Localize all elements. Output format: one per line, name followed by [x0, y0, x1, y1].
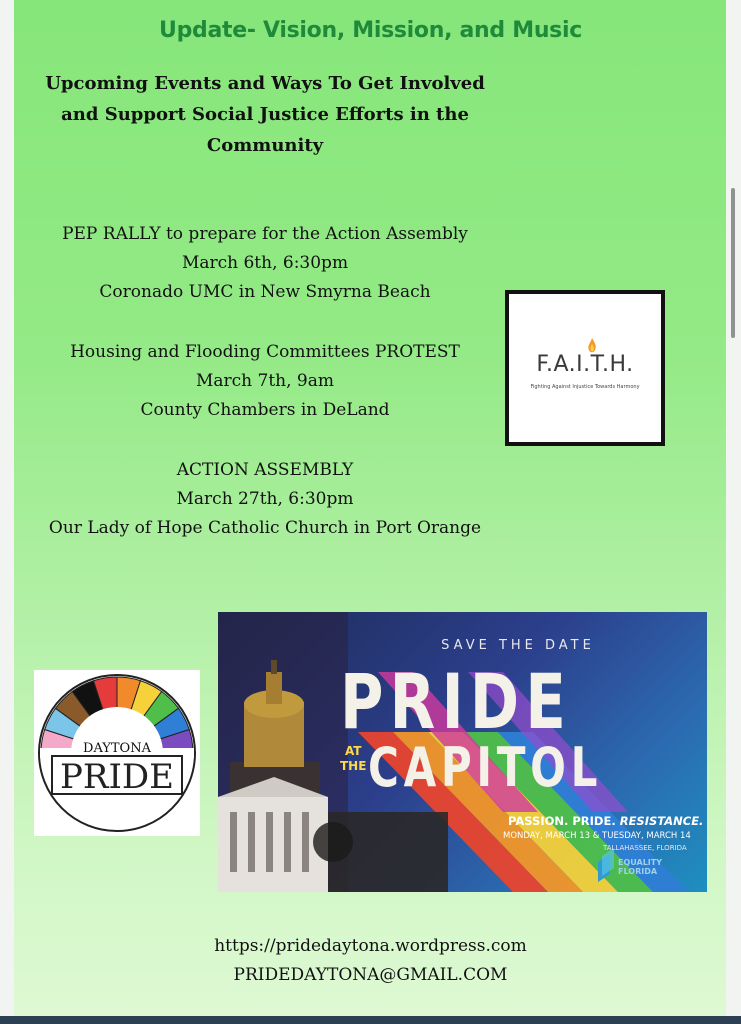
pride-logo-small-text: DAYTONA — [83, 741, 151, 756]
banner-city: TALLAHASSEE, FLORIDA — [603, 844, 687, 852]
event-location: Our Lady of Hope Catholic Church in Port Orange — [48, 518, 482, 538]
event-location: County Chambers in DeLand — [140, 400, 390, 420]
pride-logo-big-text: PRIDE — [60, 757, 174, 797]
faith-tagline: Fighting Against Injustice Towards Harmony — [530, 384, 640, 390]
contact-footer — [0, 932, 741, 990]
email-link[interactable]: PRIDEDAYTONA@GMAIL.COM — [233, 965, 508, 985]
website-link[interactable]: https://pridedaytona.wordpress.com — [214, 936, 527, 956]
daytona-pride-logo — [34, 670, 200, 836]
event-date: March 27th, 6:30pm — [176, 489, 354, 509]
event-title: PEP RALLY to prepare for the Action Assembly — [62, 224, 468, 244]
at-the-text: AT THE — [340, 744, 367, 773]
page-title: Update- Vision, Mission, and Music — [159, 18, 582, 43]
event-protest — [30, 338, 500, 425]
rainbow-circle-icon — [34, 670, 200, 836]
save-the-date: SAVE THE DATE — [441, 638, 595, 653]
event-action-assembly — [30, 456, 500, 543]
tagline-emphasis: RESISTANCE. — [619, 814, 704, 828]
faith-logo — [505, 290, 665, 446]
org-line-2: FLORIDA — [618, 867, 658, 876]
pride-heading: PRIDE — [340, 657, 573, 746]
event-title: ACTION ASSEMBLY — [176, 460, 354, 480]
tagline-lead: PASSION. PRIDE. — [508, 814, 620, 828]
event-date: March 7th, 9am — [195, 371, 335, 391]
event-location: Coronado UMC in New Smyrna Beach — [99, 282, 431, 302]
org-line-1: EQUALITY — [618, 858, 663, 867]
event-pep-rally — [30, 220, 500, 307]
event-title: Housing and Flooding Committees PROTEST — [70, 342, 460, 362]
capitol-heading: CAPITOL — [368, 736, 603, 799]
event-date: March 6th, 6:30pm — [181, 253, 349, 273]
bottom-strip — [0, 1016, 741, 1024]
banner-dates: MONDAY, MARCH 13 & TUESDAY, MARCH 14 — [503, 831, 691, 841]
events-subheading — [40, 68, 490, 161]
pride-capitol-banner — [218, 612, 707, 892]
banner-tagline — [508, 814, 703, 828]
faith-wordmark: F.A.I.T.H. — [536, 352, 634, 377]
subheading-line-2: and Support Social Justice Efforts in the — [61, 104, 469, 125]
subheading-line-1: Upcoming Events and Ways To Get Involved — [45, 73, 485, 94]
scrollbar[interactable] — [731, 188, 735, 338]
subheading-line-3: Community — [206, 135, 324, 156]
equality-florida-logo — [618, 858, 662, 876]
